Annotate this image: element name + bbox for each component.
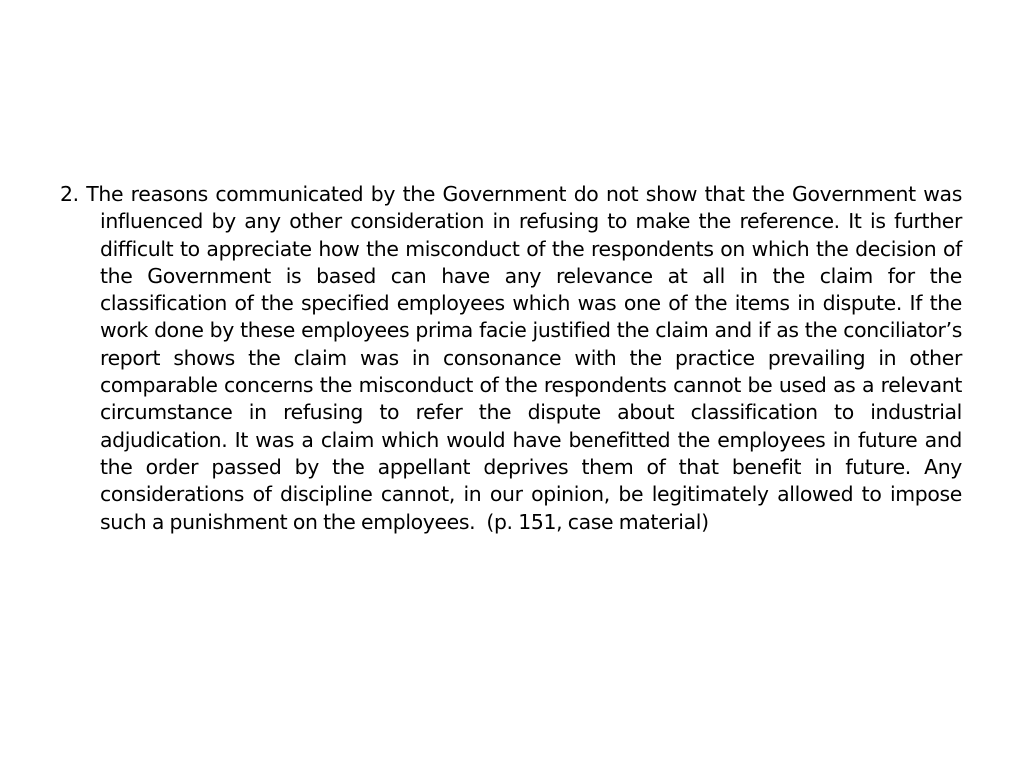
content-area xyxy=(60,181,962,536)
citation: (p. 151, case material) xyxy=(486,509,709,534)
quoted-paragraph xyxy=(60,181,962,536)
paragraph-number: 2. xyxy=(60,182,79,206)
paragraph-text: The reasons communicated by the Government do not show that the Government was influenced by any other consideration in refusing to make the reference. It is further difficult to appreciate how the misconduct of the respondents on which the decision of the Government is based can have any relevance at all in the claim for the classification of the specified employees which was one of the items in dispute. If the work done by these employees prima facie justified the claim and if as the conciliator’s report shows the claim was in consonance with the practice prevailing in other comparable concerns the misconduct of the respondents cannot be used as a relevant circumstance in refusing to refer the dispute about classification to industrial adjudication. It was a claim which would have benefitted the employees in future and the order passed by the appellant deprives them of that benefit in future. Any considerations of discipline cannot, in our opinion, be legitimately allowed to impose such a punishment on the employees. xyxy=(86,182,962,534)
